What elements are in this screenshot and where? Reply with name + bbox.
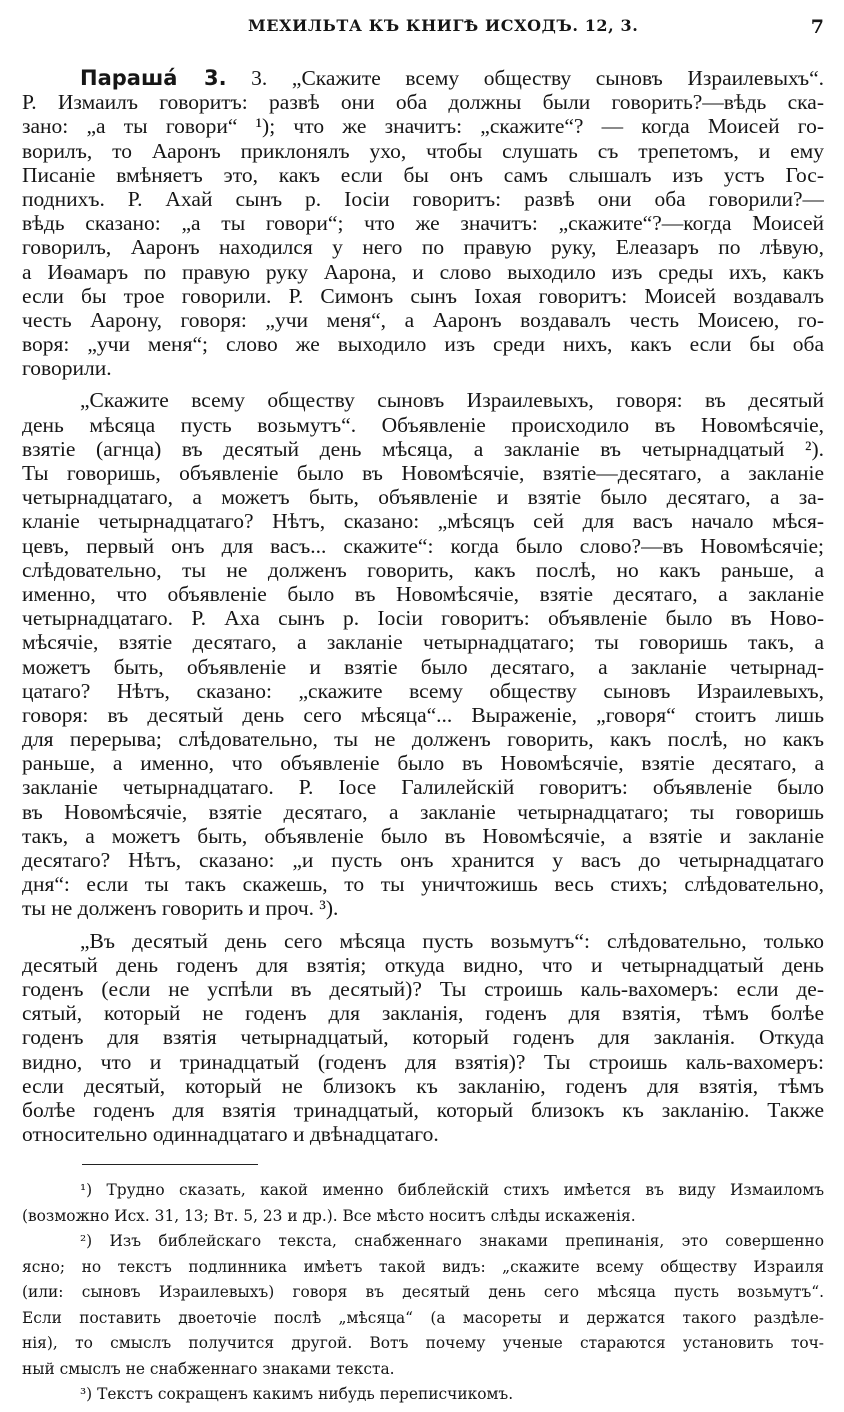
text-line: ³) Текстъ сокращенъ какимъ нибудь переписчикомъ. [80, 1385, 514, 1403]
text-line: если десятый, который не близокъ къ закланію, годенъ для взятія, тѣмъ [22, 1073, 824, 1098]
text-line: зано: „а ты говори“ ¹); что же значитъ: „скажите“? — когда Моисей го- [22, 114, 824, 139]
text-line: можетъ быть, объявленіе и взятіе было десятаго, а закланіе четырнад- [22, 654, 824, 679]
text-line: для перерыва; слѣдовательно, ты не долженъ говорить, какъ послѣ, но какъ [22, 727, 824, 752]
main-text [22, 66, 824, 1146]
text-line: взятіе (агнца) въ десятый день мѣсяца, а закланіе въ четырнадцатый ²). [22, 436, 824, 461]
text-line: „Въ десятый день сего мѣсяца пусть возьмутъ“: слѣдовательно, только [80, 928, 824, 953]
footnote-2 [22, 1229, 824, 1382]
text-line: видно, что и тринадцатый (годенъ для взятія)? Ты строишь каль-вахомеръ: [22, 1049, 824, 1074]
text-line: ясно; но текстъ подлинника имѣетъ такой видъ: „скажите всему обществу Израиля [22, 1257, 824, 1276]
text-line: относительно одиннадцатаго и двѣнадцатаго. [22, 1122, 439, 1147]
text-line: четырнадцатаго. Р. Аха сынъ р. Іосіи говоритъ: объявленіе было въ Ново- [22, 606, 824, 631]
text-line: говоря: въ десятый день сего мѣсяца“... Выраженіе, „говоря“ стоитъ лишь [22, 702, 824, 727]
text-line: говорилъ, Ааронъ находился у него по правую руку, Елеазаръ по лѣвую, [22, 235, 824, 260]
text-line: день мѣсяца пусть возьмутъ“. Объявленіе происходило въ Новомѣсячіе, [22, 412, 824, 437]
text-line: ворилъ, то Ааронъ приклонялъ ухо, чтобы слушать съ трепетомъ, и ему [22, 138, 824, 163]
footnotes [22, 1178, 824, 1408]
text-line: подниxъ. Р. Ахай сынъ р. Іосіи говоритъ: развѣ они оба говорили?— [22, 186, 824, 211]
text-line: цевъ, первый онъ для васъ... скажите“: когда было слово?—въ Новомѣсячіе; [22, 533, 824, 558]
running-head-title: МЕХИЛЬТА КЪ КНИГѢ ИСХОДЪ. 12, 3. [248, 16, 639, 35]
paragraph-1 [22, 66, 824, 380]
text-line: говорили. [22, 356, 112, 381]
text-line: ты не долженъ говорить и проч. ³). [22, 896, 339, 921]
text-line: вѣдь сказано: „а ты говори“; что же значитъ: „скажите“?—когда Моисей [22, 211, 824, 236]
paragraph-3 [22, 929, 824, 1147]
text-line: (возможно Исх. 31, 13; Вт. 5, 23 и др.). Все мѣсто носитъ слѣды искаженія. [22, 1206, 636, 1225]
text-line: Ты говоришь, объявленіе было въ Новомѣсячіе, взятіе—десятаго, а закланіе [22, 461, 824, 485]
text-line: дня“: если ты такъ скажешь, то ты уничтожишь весь стихъ; слѣдовательно, [22, 872, 824, 897]
text-line: годенъ (если не успѣли въ десятый)? Ты строишь каль-вахомеръ: если де- [22, 976, 824, 1001]
text-line: „Скажите всему обществу сыновъ Израилевыхъ, говоря: въ десятый [80, 388, 824, 413]
text-line: мѣсячіе, взятіе десятаго, а закланіе четырнадцатаго; ты говоришь такъ, а [22, 630, 824, 655]
text-line [22, 66, 824, 90]
footnote-separator [82, 1164, 258, 1165]
text-line: нія), то смыслъ получится другой. Вотъ почему ученые стараются установить точ- [22, 1334, 824, 1352]
text-line: слѣдовательно, ты не долженъ говорить, какъ послѣ, но какъ раньше, а [22, 557, 824, 582]
text-line: (или: сыновъ Израилевыхъ) говоря въ десятый день сего мѣсяца пусть возьмутъ“. [22, 1283, 824, 1301]
text-run: 3. „Скажите всему обществу сыновъ Израилевыхъ“. [226, 66, 824, 90]
text-line: закланіе четырнадцатаго. Р. Іосе Галилейскій говоритъ: объявленіе было [22, 775, 824, 800]
text-line: а Иѳамаръ по правую руку Аарона, и слово выходило изъ среды ихъ, какъ [22, 259, 824, 284]
paragraph-2 [22, 388, 824, 920]
footnote-1 [22, 1178, 824, 1229]
text-line: если бы трое говорили. Р. Симонъ сынъ Іохая говоритъ: Моисей воздавалъ [22, 283, 824, 308]
running-head [22, 16, 824, 42]
text-line: четырнадцатаго, а можетъ быть, объявленіе и взятіе было десятаго, а за- [22, 485, 824, 510]
text-line: Если поставить двоеточіе послѣ „мѣсяца“ (а масореты и держатся такого раздѣле- [22, 1308, 824, 1327]
text-line: Писаніе вмѣняетъ это, какъ если бы онъ самъ слышалъ изъ устъ Гос- [22, 162, 824, 187]
text-line: именно, что объявленіе было въ Новомѣсячіе, взятіе десятаго, а закланіе [22, 581, 824, 606]
text-line: десятый день годенъ для взятія; откуда видно, что и четырнадцатый день [22, 952, 824, 977]
text-line: такъ, а можетъ быть, объявленіе было въ Новомѣсячіе, а взятіе и закланіе [22, 823, 824, 848]
section-heading: Парашá 3. [80, 66, 227, 90]
text-line: кланіе четырнадцатаго? Нѣтъ, сказано: „мѣсяцъ сей для васъ начало мѣся- [22, 509, 824, 534]
page-number: 7 [810, 16, 824, 38]
text-line: Р. Измаилъ говоритъ: развѣ они оба должны были говорить?—вѣдь ска- [22, 90, 824, 115]
footnote-3 [22, 1382, 824, 1408]
text-line: десятаго? Нѣтъ, сказано: „и пусть онъ хранится у васъ до четырнадцатаго [22, 848, 824, 872]
text-line: цатаго? Нѣтъ, сказано: „скажите всему обществу сыновъ Израилевыхъ, [22, 678, 824, 703]
text-line: въ Новомѣсячіе, взятіе десятаго, а закланіе четырнадцатаго; ты говоришь [22, 799, 824, 824]
text-line: честь Аарону, говоря: „учи меня“, а Ааронъ воздавалъ честь Моисею, го- [22, 307, 824, 332]
text-line: сятый, который не годенъ для закланія, годенъ для взятія, тѣмъ болѣе [22, 1001, 824, 1026]
text-line: болѣе годенъ для взятія тринадцатый, который близокъ къ закланію. Также [22, 1097, 824, 1122]
text-line: годенъ для взятія четырнадцатый, который годенъ для закланія. Откуда [22, 1025, 824, 1050]
text-line: воря: „учи меня“; слово же выходило изъ среди нихъ, какъ если бы оба [22, 332, 824, 357]
text-line: ный смыслъ не снабженнаго знаками текста. [22, 1359, 395, 1378]
text-line: раньше, а именно, что объявленіе было въ Новомѣсячіе, взятіе десятаго, а [22, 751, 824, 776]
text-line: ¹) Трудно сказать, какой именно библейскій стихъ имѣется въ виду Измаиломъ [80, 1181, 824, 1199]
text-line: ²) Изъ библейскаго текста, снабженнаго знаками препинанія, это совершенно [80, 1232, 824, 1250]
